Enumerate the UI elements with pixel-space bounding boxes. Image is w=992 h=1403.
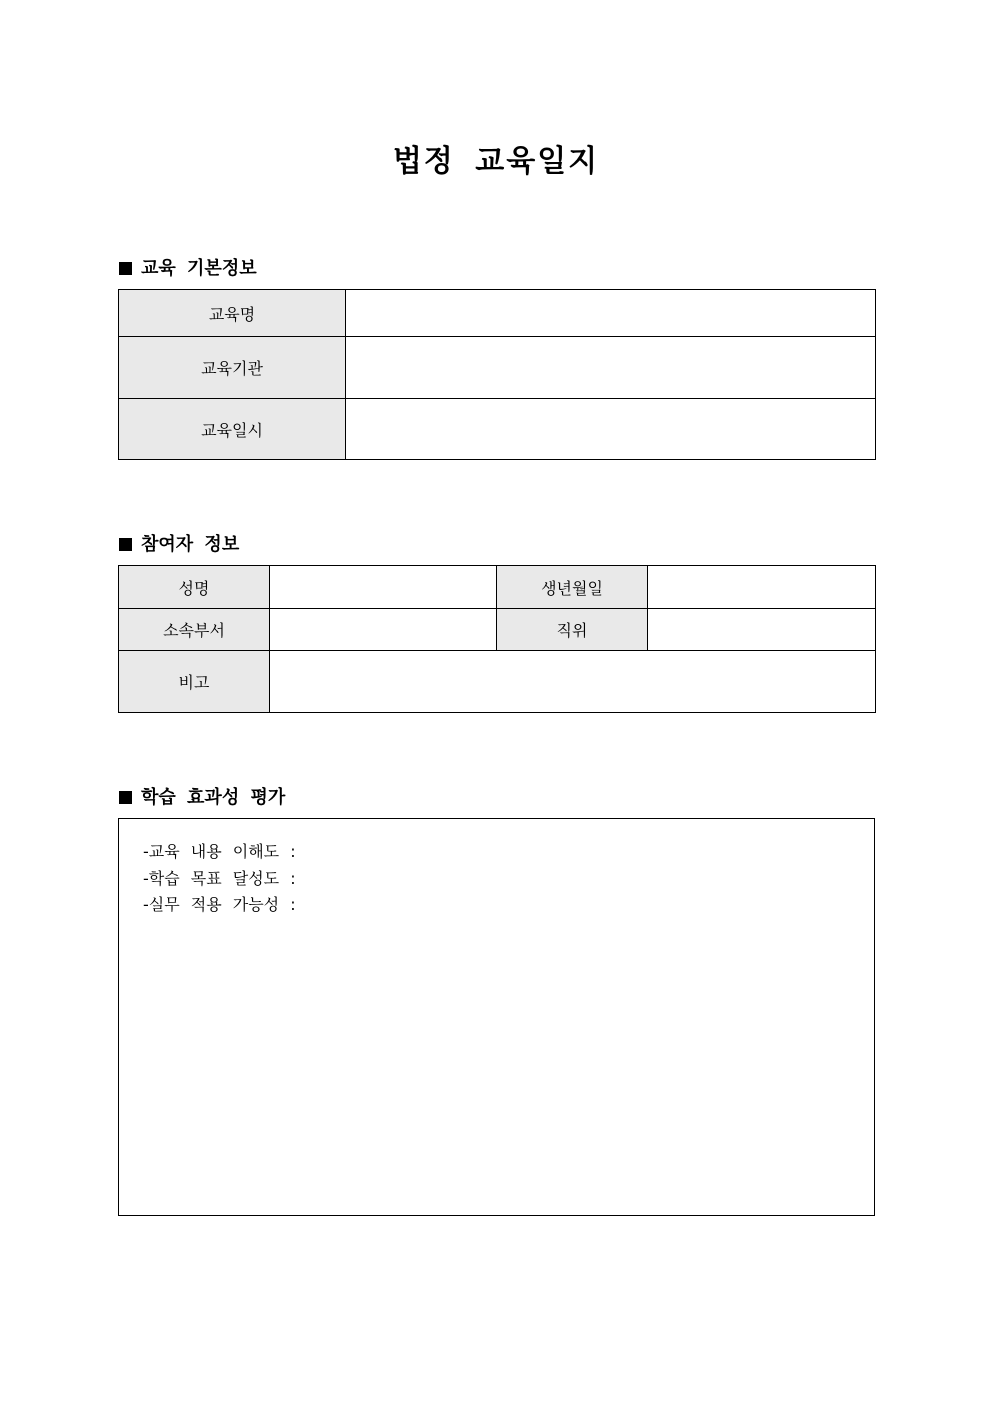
- department-field[interactable]: [270, 609, 497, 651]
- evaluation-item-understanding: -교육 내용 이해도 :: [143, 842, 296, 861]
- section-heading-evaluation: [119, 783, 285, 809]
- table-row: [119, 609, 876, 651]
- table-row: [119, 399, 876, 460]
- course-name-label: 교육명: [119, 290, 346, 337]
- course-date-field[interactable]: [346, 399, 876, 460]
- evaluation-list: [143, 839, 296, 919]
- remarks-field[interactable]: [270, 651, 876, 713]
- evaluation-item-applicability: -실무 적용 가능성 :: [143, 895, 296, 914]
- participant-table: [118, 565, 876, 713]
- course-name-field[interactable]: [346, 290, 876, 337]
- table-row: [119, 337, 876, 399]
- basic-info-table: [118, 289, 876, 460]
- remarks-label: 비고: [119, 651, 270, 713]
- section-title: 학습 효과성 평가: [141, 787, 286, 808]
- birthdate-field[interactable]: [648, 566, 876, 609]
- name-label: 성명: [119, 566, 270, 609]
- section-heading-participant: [119, 530, 239, 556]
- institution-field[interactable]: [346, 337, 876, 399]
- table-row: [119, 290, 876, 337]
- institution-label: 교육기관: [119, 337, 346, 399]
- name-field[interactable]: [270, 566, 497, 609]
- square-bullet-icon: [119, 538, 132, 551]
- evaluation-item-goal-achievement: -학습 목표 달성도 :: [143, 868, 296, 888]
- table-row: [119, 651, 876, 713]
- position-label: 직위: [497, 609, 648, 651]
- section-title: 교육 기본정보: [141, 258, 257, 279]
- table-row: [119, 566, 876, 609]
- course-date-label: 교육일시: [119, 399, 346, 460]
- birthdate-label: 생년월일: [497, 566, 648, 609]
- square-bullet-icon: [119, 262, 132, 275]
- department-label: 소속부서: [119, 609, 270, 651]
- document-title: 법정 교육일지: [392, 144, 600, 179]
- square-bullet-icon: [119, 791, 132, 804]
- position-field[interactable]: [648, 609, 876, 651]
- evaluation-box[interactable]: [118, 818, 875, 1216]
- section-heading-basic-info: [119, 254, 257, 280]
- section-title: 참여자 정보: [141, 534, 240, 555]
